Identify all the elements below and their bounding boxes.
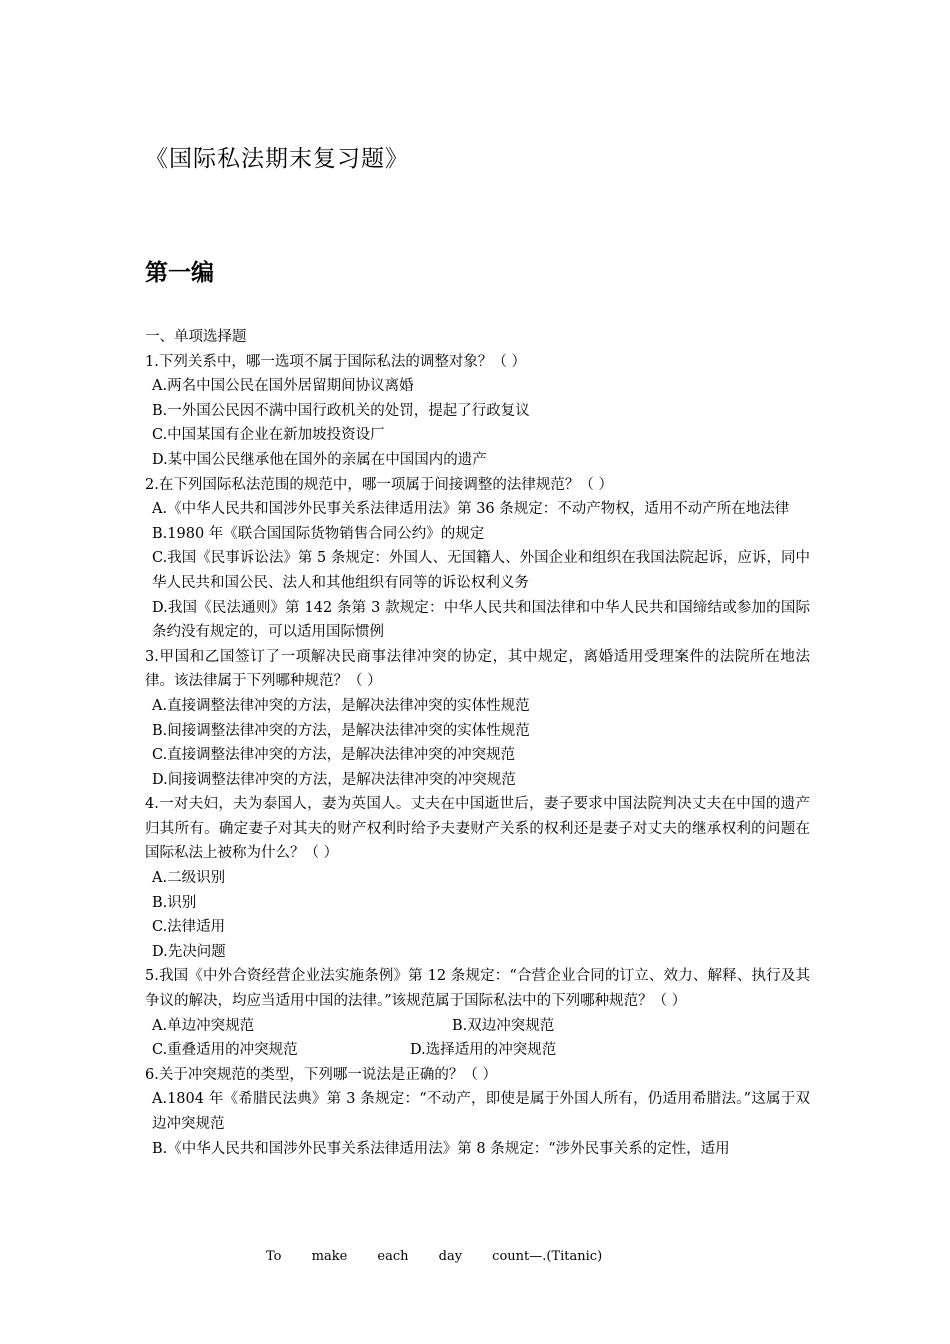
question-stem: 4.一对夫妇，夫为泰国人，妻为英国人。丈夫在中国逝世后，妻子要求中国法院判决丈夫在中国的遗产归其所有。确定妻子对其夫的财产权利时给予夫妻财产关系的权利还是妻子对丈夫的继承权利的问题在国际私法上被称为什么？（ ）	[145, 796, 810, 862]
question-list	[145, 325, 810, 1161]
option-item: C.我国《民事诉讼法》第 5 条规定：外国人、无国籍人、外国企业和组织在我国法院起诉，应诉，同中华人民共和国公民、法人和其他组织有同等的诉讼权利义务	[152, 550, 810, 591]
option-item: A.1804 年《希腊民法典》第 3 条规定：“不动产，即使是属于外国人所有，仍适用希腊法。”这属于双边冲突规范	[152, 1091, 810, 1132]
option-item: B.一外国公民因不满中国行政机关的处罚，提起了行政复议	[152, 402, 530, 419]
option-item: C.重叠适用的冲突规范	[152, 1042, 298, 1059]
option-item: D.我国《民法通则》第 142 条第 3 款规定：中华人民共和国法律和中华人民共和国缔结或参加的国际条约没有规定的，可以适用国际惯例	[152, 599, 810, 641]
section-heading: 一、单项选择题	[145, 329, 247, 345]
document-title: 《国际私法期末复习题》	[145, 146, 409, 172]
question-stem: 1.下列关系中，哪一选项不属于国际私法的调整对象？（ ）	[145, 353, 526, 370]
option-item: B.间接调整法律冲突的方法，是解决法律冲突的实体性规范	[152, 722, 530, 739]
option-item: B.识别	[152, 894, 197, 911]
option-row	[145, 1038, 810, 1063]
part-heading: 第一编	[145, 260, 214, 286]
question-stem: 6.关于冲突规范的类型，下列哪一说法是正确的？（ ）	[145, 1066, 497, 1083]
option-item: A.直接调整法律冲突的方法，是解决法律冲突的实体性规范	[152, 697, 530, 714]
page-footer: To make each day count—.(Titanic)	[266, 1249, 603, 1264]
option-item: C.中国某国有企业在新加坡投资设厂	[152, 427, 385, 444]
question-stem: 2.在下列国际私法范围的规范中，哪一项属于间接调整的法律规范？（ ）	[145, 476, 613, 493]
option-item: C.法律适用	[152, 919, 226, 936]
option-item: A.单边冲突规范	[152, 1017, 255, 1034]
option-item: D.选择适用的冲突规范	[410, 1042, 557, 1059]
option-item: A.《中华人民共和国涉外民事关系法律适用法》第 36 条规定：不动产物权，适用不动产所在地法律	[152, 501, 790, 518]
option-item: D.先决问题	[152, 943, 226, 960]
option-item: A.二级识别	[152, 870, 226, 887]
option-item: A.两名中国公民在国外居留期间协议离婚	[152, 378, 414, 395]
question-stem: 5.我国《中外合资经营企业法实施条例》第 12 条规定：“合营企业合同的订立、效力、解释、执行及其争议的解决，均应当适用中国的法律。”该规范属于国际私法中的下列哪种规范？（ ）	[145, 968, 810, 1010]
option-item: B.《中华人民共和国涉外民事关系法律适用法》第 8 条规定：“涉外民事关系的定性，适用	[152, 1140, 730, 1157]
option-item: B.1980 年《联合国国际货物销售合同公约》的规定	[152, 525, 485, 542]
option-item: D.某中国公民继承他在国外的亲属在中国国内的遗产	[152, 451, 487, 468]
option-item: B.双边冲突规范	[452, 1017, 555, 1034]
option-item: D.间接调整法律冲突的方法，是解决法律冲突的冲突规范	[152, 771, 516, 788]
option-item: C.直接调整法律冲突的方法，是解决法律冲突的冲突规范	[152, 747, 516, 764]
option-row	[145, 1014, 810, 1039]
question-stem: 3.甲国和乙国签订了一项解决民商事法律冲突的协定，其中规定，离婚适用受理案件的法院所在地法律。该法律属于下列哪种规范？（ ）	[145, 648, 810, 690]
